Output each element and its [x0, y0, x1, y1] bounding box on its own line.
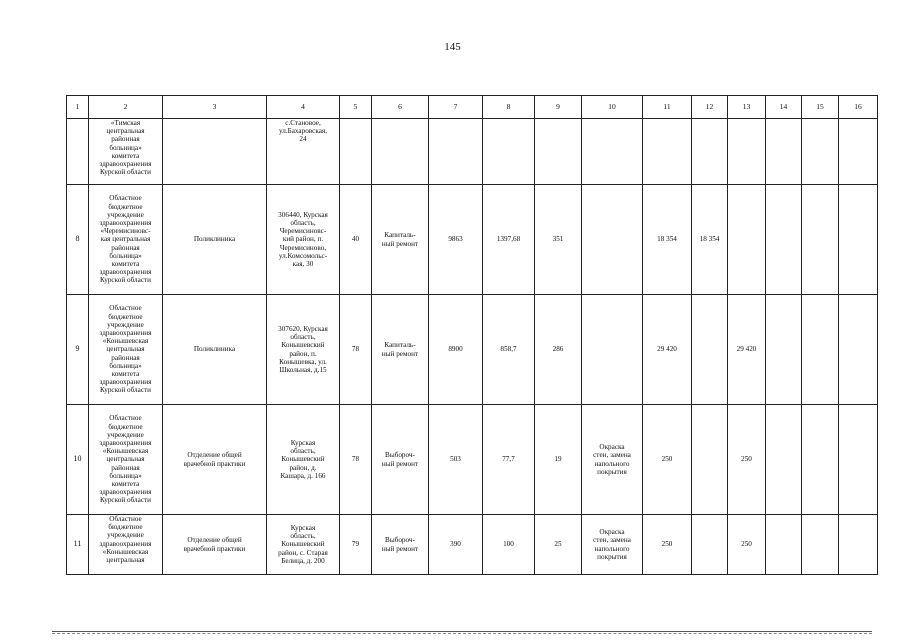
cell	[802, 515, 839, 575]
cell: 286	[535, 295, 582, 405]
column-header: 16	[839, 96, 878, 119]
facility-cell: Поликлиника	[163, 185, 267, 295]
address-cell: с.Становое, ул.Бахаровская, 24	[267, 119, 340, 185]
row-number: 9	[67, 295, 89, 405]
row-number: 10	[67, 405, 89, 515]
cell	[766, 185, 802, 295]
cell: 18 354	[643, 185, 692, 295]
page-bottom-rule	[52, 631, 872, 632]
column-header: 1	[67, 96, 89, 119]
address-cell: Курская область, Конышевский район, д. Кашара, д. 166	[267, 405, 340, 515]
column-header: 9	[535, 96, 582, 119]
cell: 29 420	[643, 295, 692, 405]
facility-cell: Поликлиника	[163, 295, 267, 405]
work-type-cell: Выбороч- ный ремонт	[372, 515, 429, 575]
cell: 503	[429, 405, 483, 515]
column-header: 3	[163, 96, 267, 119]
cell: Окраска стен, замена напольного покрытия	[582, 515, 643, 575]
cell	[766, 119, 802, 185]
page-bottom-dashed-rule	[52, 633, 872, 634]
facility-cell: Отделение общей врачебной практики	[163, 515, 267, 575]
column-header: 14	[766, 96, 802, 119]
table-row	[67, 515, 878, 575]
work-type-cell	[372, 119, 429, 185]
column-header: 7	[429, 96, 483, 119]
cell	[802, 185, 839, 295]
cell	[692, 295, 728, 405]
column-header: 12	[692, 96, 728, 119]
cell	[429, 119, 483, 185]
row-number	[67, 119, 89, 185]
cell	[340, 119, 372, 185]
work-type-cell: Выбороч- ный ремонт	[372, 405, 429, 515]
cell	[582, 119, 643, 185]
cell	[692, 405, 728, 515]
page-number: 145	[444, 41, 461, 53]
column-header: 10	[582, 96, 643, 119]
column-header: 15	[802, 96, 839, 119]
address-cell: Курская область, Конышевский район, с. Старая Белица, д. 200	[267, 515, 340, 575]
cell: 78	[340, 405, 372, 515]
column-header: 2	[89, 96, 163, 119]
cell: 19	[535, 405, 582, 515]
cell	[483, 119, 535, 185]
column-header: 11	[643, 96, 692, 119]
cell: 390	[429, 515, 483, 575]
cell	[582, 295, 643, 405]
column-header: 4	[267, 96, 340, 119]
cell	[839, 515, 878, 575]
cell: 9863	[429, 185, 483, 295]
column-header: 5	[340, 96, 372, 119]
cell: 77,7	[483, 405, 535, 515]
cell: 250	[728, 515, 766, 575]
cell	[692, 119, 728, 185]
institution-cell: Областное бюджетное учреждение здравоохранения «Конышевская центральная районная больница» комитета здравоохранения Курской области	[89, 405, 163, 515]
cell: 78	[340, 295, 372, 405]
cell: 1397,68	[483, 185, 535, 295]
cell: 25	[535, 515, 582, 575]
cell: 250	[643, 405, 692, 515]
cell	[839, 405, 878, 515]
cell	[766, 515, 802, 575]
cell: 8900	[429, 295, 483, 405]
work-type-cell: Капиталь- ный ремонт	[372, 295, 429, 405]
table-row	[67, 185, 878, 295]
institution-cell: Областное бюджетное учреждение здравоохранения «Конышевская центральная районная больница» комитета здравоохранения Курской области	[89, 295, 163, 405]
institution-cell: Областное бюджетное учреждение здравоохранения «Конышевская центральная	[89, 515, 163, 575]
institution-cell: Областное бюджетное учреждение здравоохранения «Черемисиновс- кая центральная районная больница» комитета здравоохранения Курской области	[89, 185, 163, 295]
cell	[839, 119, 878, 185]
cell	[692, 515, 728, 575]
column-header: 6	[372, 96, 429, 119]
address-cell: 306440, Курская область, Черемисиновс- кий район, п. Черемисиново, ул.Комсомольс- кая, 30	[267, 185, 340, 295]
cell: 18 354	[692, 185, 728, 295]
cell: Окраска стен, замена напольного покрытия	[582, 405, 643, 515]
cell	[582, 185, 643, 295]
cell	[766, 405, 802, 515]
cell	[839, 185, 878, 295]
column-number-header	[67, 96, 878, 119]
cell: 29 420	[728, 295, 766, 405]
cell	[802, 295, 839, 405]
cell	[802, 405, 839, 515]
cell: 79	[340, 515, 372, 575]
cell	[643, 119, 692, 185]
cell: 100	[483, 515, 535, 575]
cell: 250	[728, 405, 766, 515]
cell	[839, 295, 878, 405]
column-header: 8	[483, 96, 535, 119]
cell	[728, 119, 766, 185]
institution-cell: «Тимская центральная районная больница» комитета здравоохранения Курской области	[89, 119, 163, 185]
row-number: 11	[67, 515, 89, 575]
row-number: 8	[67, 185, 89, 295]
cell	[535, 119, 582, 185]
cell	[802, 119, 839, 185]
repair-registry-table	[66, 95, 878, 575]
cell: 40	[340, 185, 372, 295]
table-row	[67, 295, 878, 405]
facility-cell	[163, 119, 267, 185]
cell: 250	[643, 515, 692, 575]
column-header: 13	[728, 96, 766, 119]
work-type-cell: Капиталь- ный ремонт	[372, 185, 429, 295]
address-cell: 307620, Курская область, Конышевский район, п. Конышевка, ул. Школьная, д.15	[267, 295, 340, 405]
cell	[766, 295, 802, 405]
table-row	[67, 405, 878, 515]
facility-cell: Отделение общей врачебной практики	[163, 405, 267, 515]
cell	[728, 185, 766, 295]
table-row	[67, 119, 878, 185]
cell: 858,7	[483, 295, 535, 405]
cell: 351	[535, 185, 582, 295]
